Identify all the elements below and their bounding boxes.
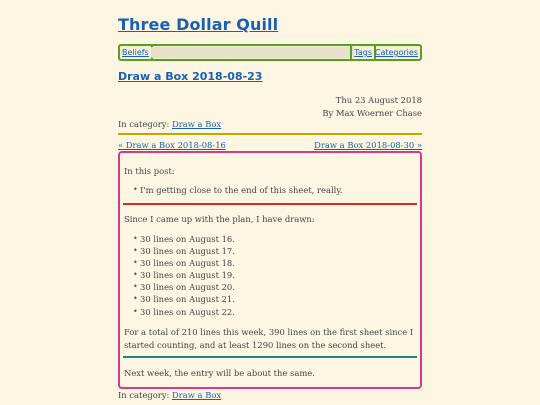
list-item: • 30 lines on August 17. — [140, 245, 235, 257]
post-meta — [222, 94, 422, 120]
post-body — [118, 151, 422, 389]
nav-bar — [118, 44, 422, 61]
summary-list — [140, 185, 343, 195]
category-line — [118, 119, 221, 129]
nav-spacer — [151, 47, 354, 58]
category-link[interactable]: Draw a Box — [172, 119, 222, 129]
category-line-bottom — [118, 390, 221, 400]
next-week-paragraph: Next week, the entry will be about the same. — [124, 368, 315, 378]
category-link[interactable]: Draw a Box — [172, 390, 222, 400]
list-item: • 30 lines on August 16. — [140, 233, 235, 245]
nav-tags-link[interactable]: Tags — [354, 48, 372, 57]
drawn-list — [140, 233, 235, 318]
list-item: • 30 lines on August 18. — [140, 257, 235, 269]
divider-gold — [118, 133, 422, 135]
post-date: Thu 23 August 2018 — [335, 95, 422, 105]
total-paragraph: For a total of 210 lines this week, 390 lines on the first sheet since I started counting, and at least 1290 lines on the second sheet. — [124, 327, 414, 350]
drawn-intro: Since I came up with the plan, I have drawn: — [124, 214, 315, 224]
nav-categories-link[interactable]: Categories — [374, 48, 418, 57]
prev-post-link[interactable]: « Draw a Box 2018-08-16 — [118, 140, 226, 150]
in-this-post-label: In this post: — [124, 166, 175, 176]
list-item: • 30 lines on August 19. — [140, 269, 235, 281]
list-item: • 30 lines on August 21. — [140, 293, 235, 305]
divider-teal — [123, 356, 417, 358]
post-author: By Max Woerner Chase — [322, 108, 422, 118]
category-prefix: In category: — [118, 390, 170, 400]
divider-red — [123, 203, 417, 205]
list-item: • 30 lines on August 22. — [140, 306, 235, 318]
post-title-link[interactable]: Draw a Box 2018-08-23 — [118, 70, 263, 83]
nav-beliefs-link[interactable]: Beliefs — [122, 48, 149, 57]
category-prefix: In category: — [118, 119, 170, 129]
next-post-link[interactable]: Draw a Box 2018-08-30 » — [314, 140, 422, 150]
list-item: • 30 lines on August 20. — [140, 281, 235, 293]
list-item: • I'm getting close to the end of this sheet, really. — [140, 185, 343, 195]
site-title-link[interactable]: Three Dollar Quill — [118, 15, 279, 34]
